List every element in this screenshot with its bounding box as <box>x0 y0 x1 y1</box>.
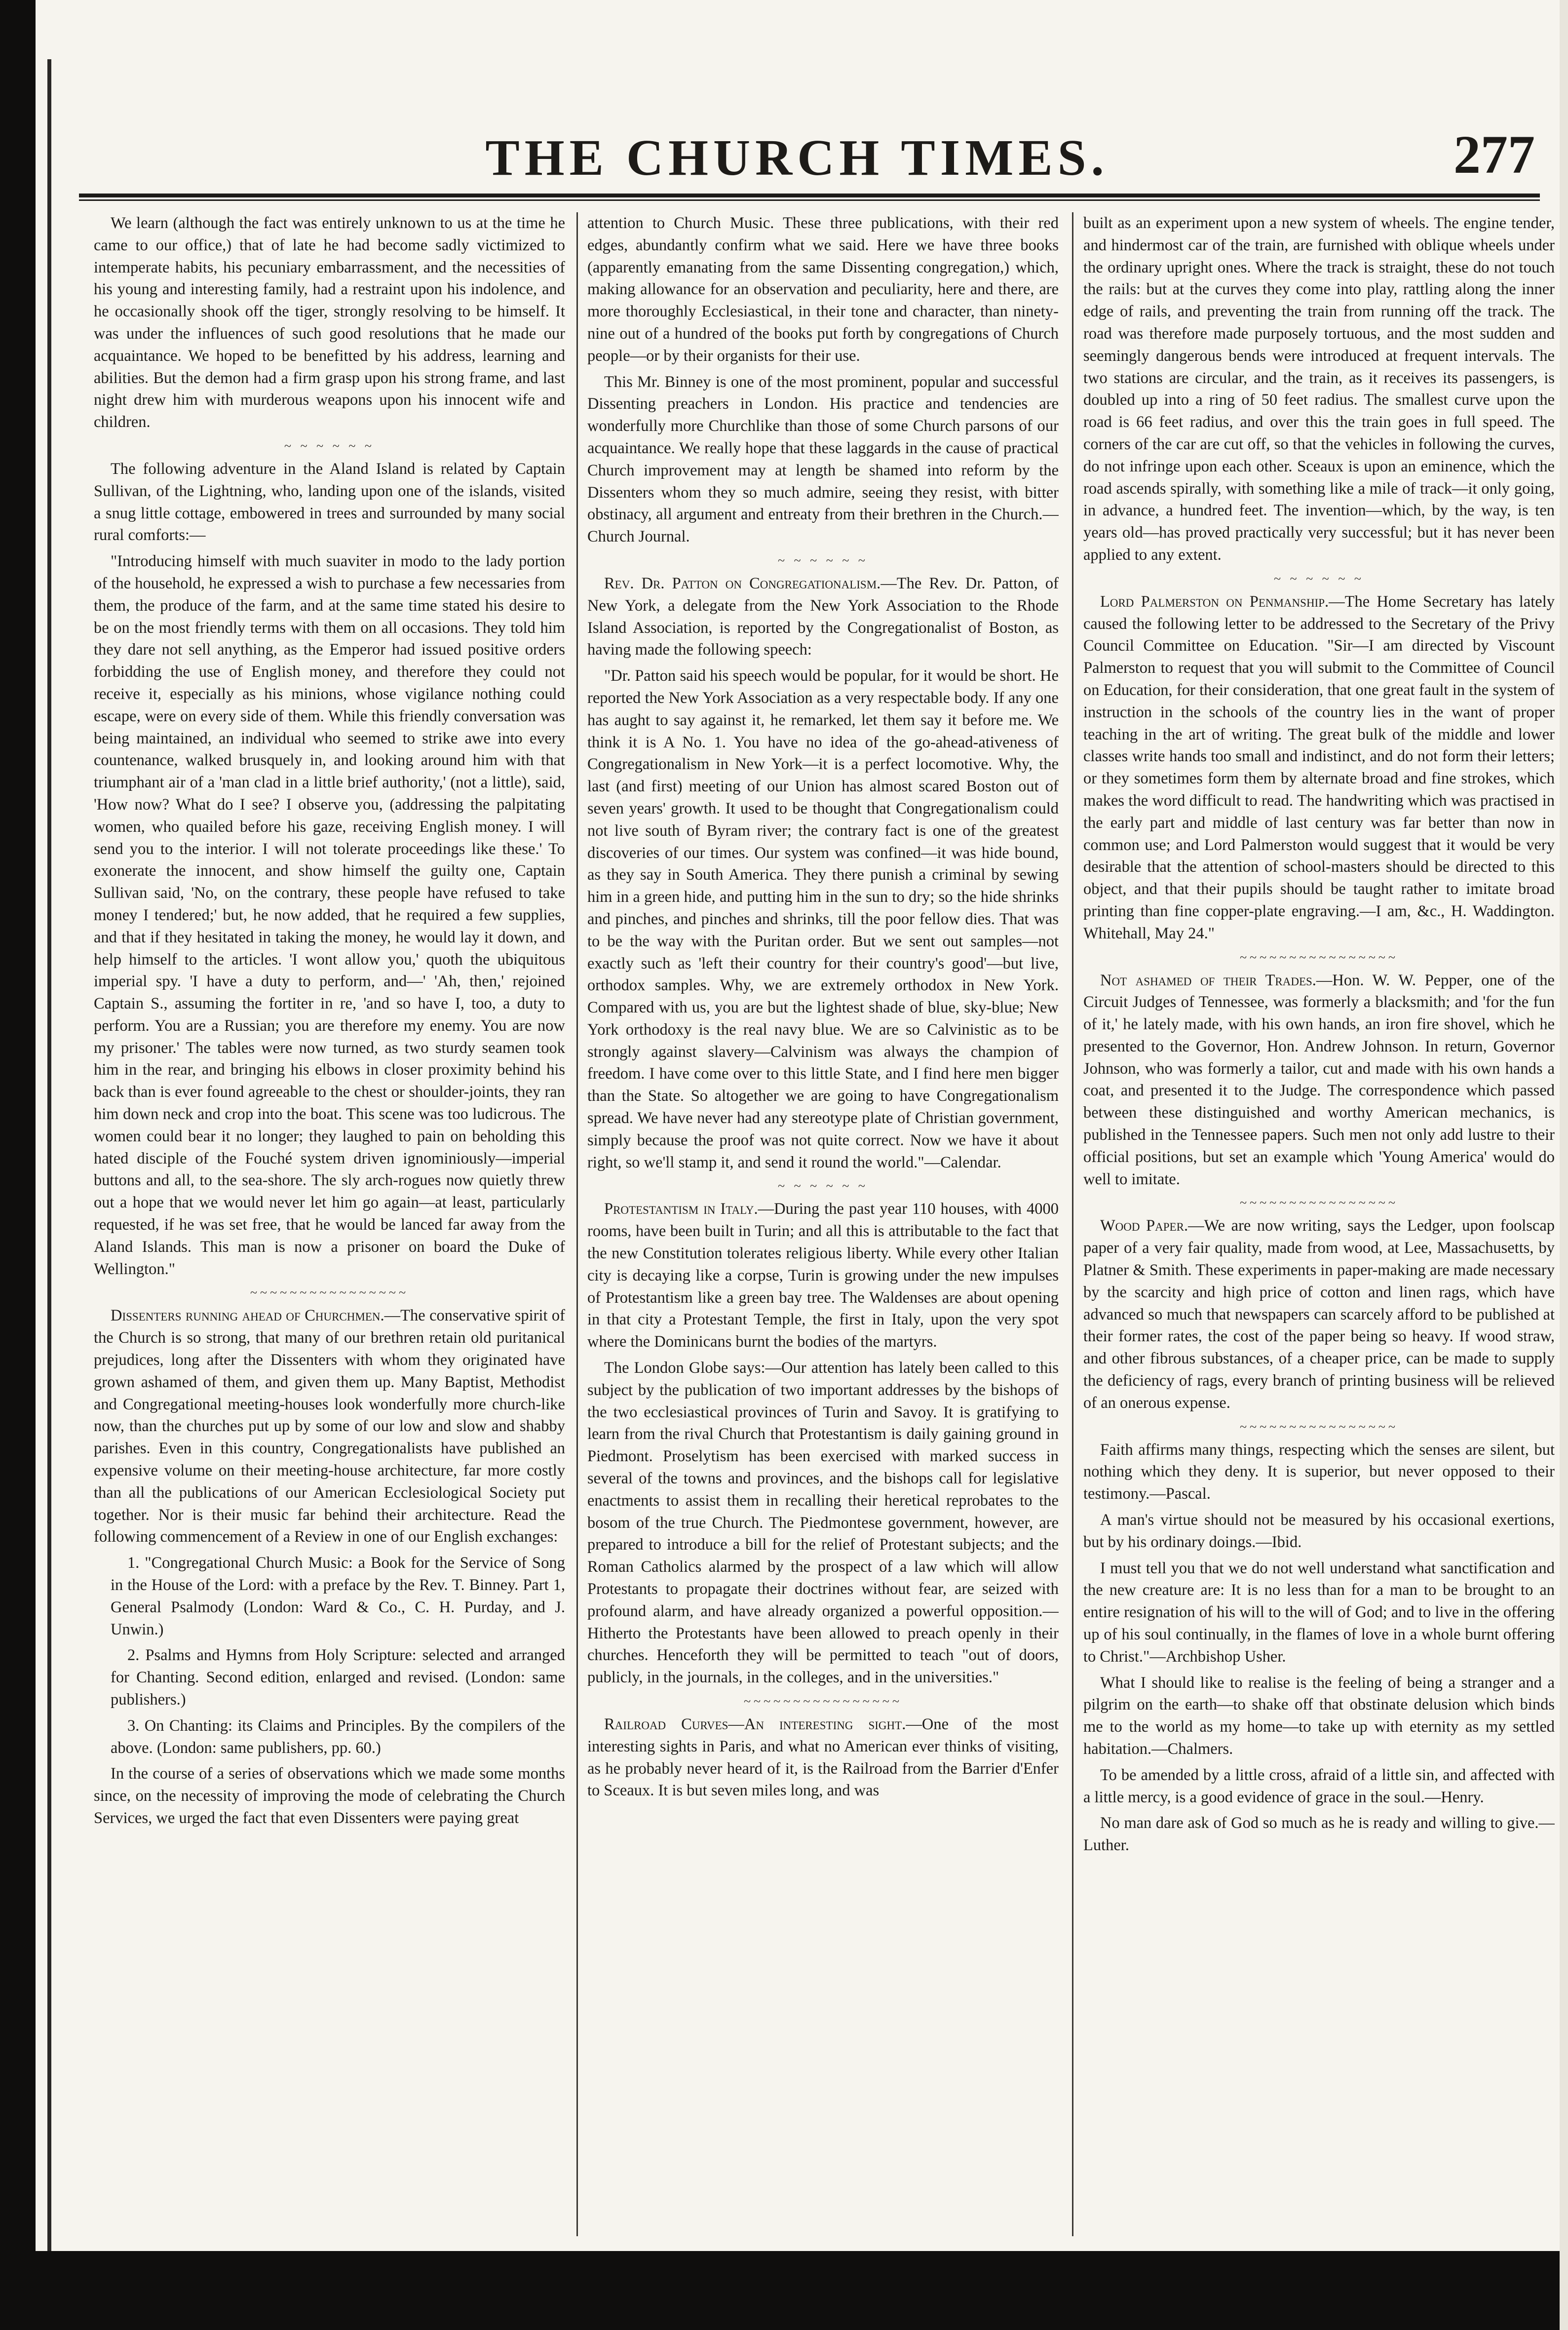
scan-bottom-margin <box>0 2251 1568 2330</box>
article-heading: Lord Palmerston on Penmanship. <box>1100 592 1329 611</box>
scan-left-margin <box>0 0 36 2330</box>
article-paragraph: We learn (although the fact was entirely unknown to us at the time he came to our office,) that of late he had become sadly victimized to intemperate habits, his pecuniary embarrassment, and the necessities of his young and interesting family, had a restraint upon his indolence, and he occasionally shook off the tiger, strongly resolving to be himself. It was under the influences of such good resolutions that he made our acquaintance. We hoped to be benefitted by his address, learning and abilities. But the demon had a firm grasp upon his strong frame, and last night drew him with murderous weapons upon his innocent wife and children. <box>94 214 565 431</box>
quotation: A man's virtue should not be measured by his occasional exertions, but by his ordinary doings.—Ibid. <box>1083 1511 1555 1551</box>
header-rule-thin <box>79 199 1540 201</box>
article-paragraph: This Mr. Binney is one of the most prominent, popular and successful Dissenting preachers in London. His practice and tendencies are wonderfully more Churchlike than those of some Church parsons of our acquaintance. We really hope that these laggards in the cause of practical Church improvement may at length be shamed into reform by the Dissenters whom they so much admire, seeing they resist, with bitter obstinacy, all argument and entreaty from their brethren in the Church.—Church Journal. <box>587 373 1059 546</box>
article-paragraph: Protestantism in Italy.—During the past year 110 houses, with 4000 rooms, have been built in Turin; and all this is attributable to the fact that the new Constitution tolerates religious liberty. While every other Italian city is decaying like a corpse, Turin is growing under the new impulses of Protestantism like a green bay tree. The Waldenses are about opening in that city a Protestant Temple, the first in Italy, upon the very spot where the Dominicans burnt the bodies of the martyrs. <box>587 1200 1059 1351</box>
quotation: No man dare ask of God so much as he is ready and willing to give.—Luther. <box>1083 1814 1555 1855</box>
section-separator: ~~~~~~~~~~~~~~~~ <box>743 1694 903 1709</box>
article-paragraph: "Dr. Patton said his speech would be popular, for it would be short. He reported the New York Association as a very respectable body. If any one has aught to say against it, he remarked, let them say it before me. We think it is A No. 1. You have no idea of the go-ahead-ativeness of Congregationalism in New York—it is a perfect locomotive. Why, the last (and first) meeting of our Union has almost scared Boston out of seven years' growth. It used to be thought that Congregationalism could not live south of Byram river; the contrary fact is one of the greatest discoveries of our times. Our system was confined—it was hide bound, as they say in South America. They there punish a criminal by sewing him in a green hide, and putting him in the sun to dry; so the hide shrinks and pinches, and pinches and shrinks, till the poor fellow dies. That was to be the way with the Puritan order. But we sent out samples—not exactly such as 'left their country for their country's good'—but live, orthodox samples. Why, we are extremely orthodox in New York. Compared with us, you are but the lightest shade of blue, sky-blue; New York orthodoxy is the real navy blue. We are so Calvinistic as to be strongly against slavery—Calvinism was always the champion of freedom. I have come over to this little State, and I find here men bigger than the State. So altogether we are going to have Congregationalism spread. We have never had any stereotype plate of Christian government, simply because the proof was not quite correct. Now we have it about right, so we'll stamp it, and send it round the world."—Calendar. <box>587 667 1059 1171</box>
article-paragraph: Railroad Curves—An interesting sight.—One of the most interesting sights in Paris, and what no American ever thinks of visiting, as he probably never heard of it, is the Railroad from the Barrier d'Enfer to Sceaux. It is but seven miles long, and was <box>587 1715 1059 1800</box>
scan-left-rule <box>47 59 51 2330</box>
article-heading: Not ashamed of their Trades. <box>1100 971 1316 989</box>
quotation: I must tell you that we do not well understand what sanctification and the new creature are: It is no less than for a man to be brought to an entire resignation of his will to the will of God; and to live in the offering up of his soul continually, in the flames of love in a whole burnt offering to Christ."—Archbishop Usher. <box>1083 1559 1555 1666</box>
section-separator: ~ ~ ~ ~ ~ ~ <box>778 553 868 568</box>
article-heading: Wood Paper. <box>1100 1217 1188 1235</box>
article-paragraph: The London Globe says:—Our attention has lately been called to this subject by the publication of two important addresses by the bishops of the two ecclesiastical provinces of Turin and Savoy. It is gratifying to learn from the rival Church that Protestantism is daily gaining ground in Piedmont. Proselytism has been exercised with marked success in several of the towns and provinces, and the bishops call for legislative enactments to assist them in recalling their heretical reprobates to the bosom of the true Church. The Piedmontese government, however, are prepared to introduce a bill for the relief of Protestant subjects; and the Roman Catholics alarmed by the prospect of a law which will allow Protestants to propagate their doctrines without fear, are seized with profound alarm, and have already organized a powerful opposition.—Hitherto the Protestants have been allowed to preach openly in their churches. Henceforth they will be permitted to teach "out of doors, publicly, in the journals, in the colleges, and in the universities." <box>587 1359 1059 1687</box>
quotation: Faith affirms many things, respecting which the senses are silent, but nothing which they deny. It is superior, but never opposed to their testimony.—Pascal. <box>1083 1440 1555 1503</box>
article-heading: Protestantism in Italy. <box>604 1200 758 1218</box>
section-separator: ~~~~~~~~~~~~~~~~ <box>1239 950 1399 965</box>
section-separator: ~ ~ ~ ~ ~ ~ <box>1274 571 1364 586</box>
article-paragraph: built as an experiment upon a new system of wheels. The engine tender, and hindermost car of the train, are furnished with oblique wheels under the ordinary upright ones. Where the track is straight, these do not touch the rails: but at the curves they come into play, rattling along the inner edge of rails, and preventing the train from running off the track. The road was therefore made purposely tortuous, and the most sudden and seemingly dangerous bends were introduced at frequent intervals. The two stations are circular, and the train, as it receives its passengers, is doubled up into a ring of 50 feet radius. The smallest curve upon the road is 66 feet radius, and over this the train goes in full speed. The corners of the car are cut off, so that the vehicles in following the curves, do not infringe upon each other. Sceaux is upon an eminence, which the road ascends spirally, with something like a mile of track—it only going, in advance, a hundred feet. The invention—which, by the way, is ten years old—has proved practically very successful; but it has never been applied to any extent. <box>1083 214 1555 564</box>
column-2 <box>587 212 1059 2241</box>
quotation: To be amended by a little cross, afraid of a little sin, and affected with a little mercy, is a good evidence of grace in the soul.—Henry. <box>1083 1766 1555 1806</box>
section-separator: ~ ~ ~ ~ ~ ~ <box>778 1179 868 1194</box>
column-3 <box>1083 212 1555 2241</box>
page-number: 277 <box>1453 124 1535 185</box>
article-paragraph: "Introducing himself with much suaviter in modo to the lady portion of the household, he expressed a wish to purchase a few necessaries from them, the produce of the farm, and at the same time stated his desire to be on the most friendly terms with them on all occasions. They told him they dare not sell anything, as the Emperor had issued positive orders forbidding the use of English money, and therefore they could not receive it, especially as his minions, whose vigilance nothing could escape, were on every side of them. While this friendly conversation was being maintained, an individual who seemed to strike awe into every countenance, walked brusquely in, and looking around him with that triumphant air of a 'man clad in a little brief authority,' (not a little), said, 'How now? What do I see? I observe you, (addressing the palpitating women, who quailed before his gaze, receiving English money. I will send you to the interior. I will not tolerate proceedings like these.' To exonerate the innocent, and show himself the guilty one, Captain Sullivan said, 'No, on the contrary, these people have refused to take money I tendered;' but, he now added, that he required a few supplies, and that if they hesitated in taking the money, he would lay it down, and help himself to the articles. 'I wont allow you,' quoth the ubiquitous imperial spy. 'I have a duty to perform, and—' 'Ah, then,' rejoined Captain S., assuming the fortiter in re, 'and so have I, too, a duty to perform. You are a Russian; you are therefore my enemy. You are now my prisoner.' The tables were now turned, as two sturdy seamen took him in the rear, and bringing his elbows in closer proximity behind his back than is ever found agreeable to the chest or shoulder-joints, they ran him down neck and crop into the boat. This scene was too ludicrous. The women could bear it no longer; they laughed to pain on beholding this hated disciple of the Fouché system driven ignominiously—imperial buttons and all, to the sea-shore. The sly arch-rogues now quietly threw out a hope that we would never let him go again—at least, particularly requested, if he was set free, that he would be lanced far away from the Aland Islands. This man is now a prisoner on board the Duke of Wellington." <box>94 552 565 1278</box>
list-item: 2. Psalms and Hymns from Holy Scripture: selected and arranged for Chanting. Second edition, enlarged and revised. (London: same publishers.) <box>111 1646 565 1709</box>
article-heading: Dissenters running ahead of Churchmen. <box>111 1307 384 1325</box>
section-separator: ~~~~~~~~~~~~~~~~ <box>1239 1419 1399 1434</box>
section-separator: ~~~~~~~~~~~~~~~~ <box>250 1285 409 1300</box>
list-item: 3. On Chanting: its Claims and Principles. By the compilers of the above. (London: same publishers, pp. 60.) <box>111 1716 565 1757</box>
article-paragraph: Lord Palmerston on Penmanship.—The Home Secretary has lately caused the following letter to be addressed to the Secretary of the Privy Council Committee on Education. "Sir—I am directed by Viscount Palmerston to request that you will submit to the Committee of Council on Education, for their consideration, that one great fault in the system of instruction in the schools of the country lies in the want of proper teaching in the art of writing. The great bulk of the middle and lower classes write hands too small and indistinct, and do not form their letters; or they sometimes form them by alternate broad and fine strokes, which makes the word difficult to read. The handwriting which was practised in the early part and middle of last century was far better than now in common use; and Lord Palmerston would suggest that it would be very desirable that the attention of school-masters should be directed to this object, and that their pupils should be taught rather to imitate broad printing than fine copper-plate engraving.—I am, &c., H. Waddington. Whitehall, May 24." <box>1083 592 1555 942</box>
article-heading: Railroad Curves—An interesting sight. <box>604 1715 906 1733</box>
section-separator: ~ ~ ~ ~ ~ ~ <box>284 438 375 453</box>
masthead: THE CHURCH TIMES. <box>485 129 1109 186</box>
article-paragraph: Rev. Dr. Patton on Congregationalism.—The Rev. Dr. Patton, of New York, a delegate from the New York Association to the Rhode Island Association, is reported by the Congregationalist of Boston, as having made the following speech: <box>587 574 1059 659</box>
article-paragraph: Dissenters running ahead of Churchmen.—The conservative spirit of the Church is so strong, that many of our brethren retain old puritanical prejudices, long after the Dissenters with whom they originated have grown ashamed of them, and given them up. Many Baptist, Methodist and Congregational meeting-houses look wonderfully more church-like now, than the churches put up by some of our low and slow and shabby parishes. Even in this country, Congregationalists have published an expensive volume on their meeting-house architecture, far more costly than all the publications of our American Ecclesiological Society put together. Nor is their music far behind their architecture. Read the following commencement of a Review in one of our English exchanges: <box>94 1307 565 1546</box>
article-paragraph: attention to Church Music. These three publications, with their red edges, abundantly confirm what we said. Here we have three books (apparently emanating from the same Dissenting congregation,) which, making allowance for an observation and peculiarity, here and there, are more thoroughly Ecclesiastical, in their tone and character, than ninety-nine out of a hundred of the books put forth by congregations of Church people—or by their organists for their use. <box>587 214 1059 365</box>
article-paragraph: The following adventure in the Aland Island is related by Captain Sullivan, of the Lightning, who, landing upon one of the islands, visited a snug little cottage, embowered in trees and surrounded by many social rural comforts:— <box>94 460 565 544</box>
scan-right-edge <box>1560 0 1568 2330</box>
page-header <box>59 114 1535 188</box>
column-rule-1 <box>576 212 578 2236</box>
section-separator: ~~~~~~~~~~~~~~~~ <box>1239 1196 1399 1210</box>
article-paragraph: Wood Paper.—We are now writing, says the Ledger, upon foolscap paper of a very fair quality, made from wood, at Lee, Massachusetts, by Platner & Smith. These experiments in paper-making are made necessary by the scarcity and high price of cotton and linen rags, which have advanced so much that newspapers can scarcely afford to be published at their former rates, the cost of the paper being so heavy. If wood straw, and other fibrous substances, of a cheaper price, can be made to supply the deficiency of rags, every branch of printing business will be relieved of an onerous expense. <box>1083 1217 1555 1412</box>
header-rule <box>79 194 1540 197</box>
article-heading: Rev. Dr. Patton on Congregationalism. <box>604 574 881 592</box>
article-paragraph: Not ashamed of their Trades.—Hon. W. W. Pepper, one of the Circuit Judges of Tennessee, was formerly a blacksmith; and 'for the fun of it,' he lately made, with his own hands, an iron fire shovel, which he presented to the Governor, Hon. Andrew Johnson. In return, Governor Johnson, who was formerly a tailor, cut and made with his own hands a coat, and presented it to the Judge. The correspondence which passed between these distinguished and worthy American mechanics, is published in the Tennessee papers. Such men not only add lustre to their official positions, but set an example which 'Young America' would do well to imitate. <box>1083 971 1555 1188</box>
list-item: 1. "Congregational Church Music: a Book for the Service of Song in the House of the Lord: with a preface by the Rev. T. Binney. Part 1, General Psalmody (London: Ward & Co., C. H. Purday, and J. Unwin.) <box>111 1554 565 1638</box>
column-rule-2 <box>1072 212 1073 2236</box>
column-1 <box>94 212 565 2241</box>
article-paragraph: In the course of a series of observations which we made some months since, on the necessity of improving the mode of celebrating the Church Services, we urged the fact that even Dissenters were paying great <box>94 1765 565 1827</box>
quotation: What I should like to realise is the feeling of being a stranger and a pilgrim on the earth—to shake off that obstinate delusion which binds me to the world as my home—to take up with eternity as my settled habitation.—Chalmers. <box>1083 1673 1555 1758</box>
